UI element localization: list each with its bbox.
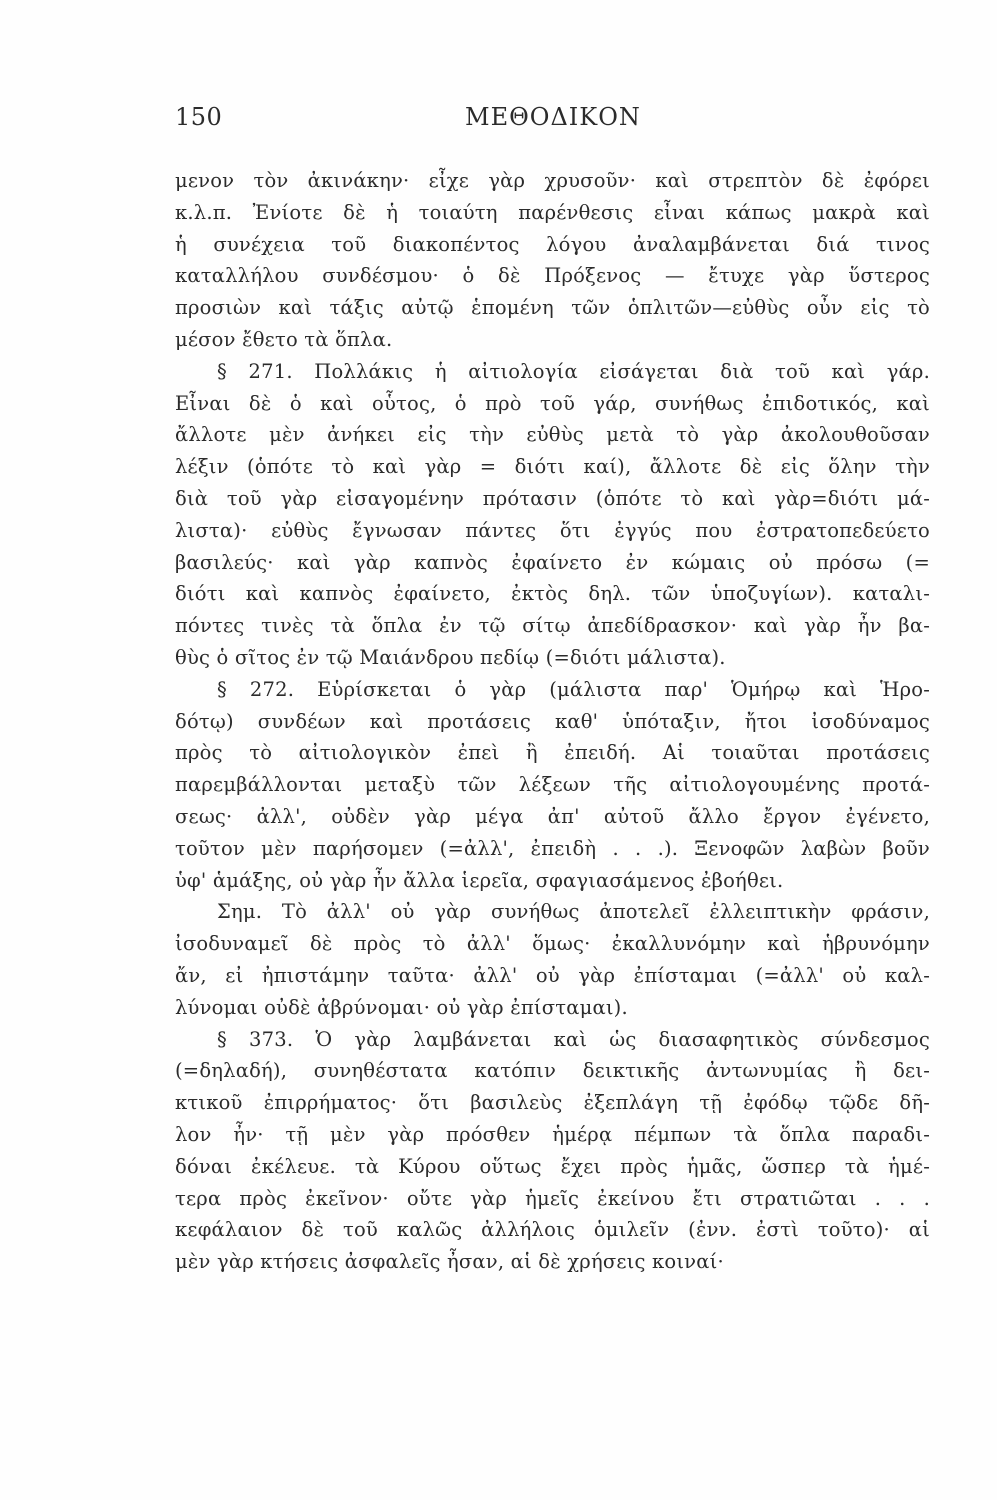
- page-header-title: ΜΕΘΟΔΙΚΟΝ: [465, 103, 641, 131]
- section-272-heading-line: § 272. Εὑρίσκεται ὁ γὰρ (μάλιστα παρ' Ὁμήρῳ καὶ Ἡρο-: [217, 677, 930, 701]
- note-heading-line: Σημ. Τὸ ἀλλ' οὐ γὰρ συνήθως ἀποτελεῖ ἐλλειπτικὴν φράσιν,: [217, 900, 930, 924]
- text-line: μέσον ἔθετο τὰ ὅπλα.: [175, 327, 393, 351]
- page-number: 150: [175, 103, 223, 131]
- text-line: διότι καὶ καπνὸς ἐφαίνετο, ἐκτὸς δηλ. τῶν ὑποζυγίων). καταλι-: [175, 582, 930, 606]
- body-text: [175, 165, 930, 1278]
- text-line: ἰσοδυναμεῖ δὲ πρὸς τὸ ἀλλ' ὅμως· ἐκαλλυνόμην καὶ ἡβρυνόμην: [175, 932, 930, 956]
- text-line: καταλλήλου συνδέσμου· ὁ δὲ Πρόξενος — ἔτυχε γὰρ ὕστερος: [175, 264, 930, 288]
- text-line: θὺς ὁ σῖτος ἐν τῷ Μαιάνδρου πεδίῳ (=διότι μάλιστα).: [175, 645, 726, 669]
- text-line: κ.λ.π. Ἐνίοτε δὲ ἡ τοιαύτη παρένθεσις εἶναι κάπως μακρὰ καὶ: [175, 200, 930, 224]
- text-line: παρεμβάλλονται μεταξὺ τῶν λέξεων τῆς αἰτιολογουμένης προτά-: [175, 773, 930, 797]
- text-line: ἄν, εἰ ἠπιστάμην ταῦτα· ἀλλ' οὐ γὰρ ἐπίσταμαι (=ἀλλ' οὐ καλ-: [175, 963, 930, 987]
- text-line: ἄλλοτε μὲν ἀνήκει εἰς τὴν εὐθὺς μετὰ τὸ γὰρ ἀκολουθοῦσαν: [175, 423, 930, 447]
- text-line: διὰ τοῦ γὰρ εἰσαγομένην πρότασιν (ὁπότε τὸ καὶ γὰρ=διότι μά-: [175, 486, 930, 510]
- text-line: προσιὼν καὶ τάξις αὐτῷ ἑπομένη τῶν ὁπλιτῶν—εὐθὺς οὖν εἰς τὸ: [175, 296, 930, 320]
- text-line: τερα πρὸς ἐκεῖνον· οὔτε γὰρ ἡμεῖς ἐκείνου ἔτι στρατιῶται . . .: [175, 1186, 930, 1210]
- text-line: λον ἦν· τῇ μὲν γὰρ πρόσθεν ἡμέρᾳ πέμπων τὰ ὅπλα παραδι-: [175, 1122, 930, 1146]
- text-line: κτικοῦ ἐπιρρήματος· ὅτι βασιλεὺς ἐξεπλάγη τῇ ἐφόδῳ τῷδε δῆ-: [175, 1091, 930, 1115]
- text-line: ἡ συνέχεια τοῦ διακοπέντος λόγου ἀναλαμβάνεται διά τινος: [175, 232, 930, 256]
- text-line: λύνομαι οὐδὲ ἀβρύνομαι· οὐ γὰρ ἐπίσταμαι).: [175, 995, 628, 1019]
- text-line: κεφάλαιον δὲ τοῦ καλῶς ἀλλήλοις ὁμιλεῖν (ἐνν. ἐστὶ τοῦτο)· αἱ: [175, 1218, 930, 1242]
- text-line: πρὸς τὸ αἰτιολογικὸν ἐπεὶ ἢ ἐπειδή. Αἱ τοιαῦται προτάσεις: [175, 741, 930, 765]
- text-line: δότῳ) συνδέων καὶ προτάσεις καθ' ὑπόταξιν, ἤτοι ἰσοδύναμος: [175, 709, 930, 733]
- text-line: μενον τὸν ἀκινάκην· εἶχε γὰρ χρυσοῦν· καὶ στρεπτὸν δὲ ἐφόρει: [175, 169, 930, 192]
- text-line: δόναι ἐκέλευε. τὰ Κύρου οὕτως ἔχει πρὸς ἡμᾶς, ὥσπερ τὰ ἡμέ-: [175, 1154, 930, 1178]
- section-373-heading-line: § 373. Ὁ γὰρ λαμβάνεται καὶ ὡς διασαφητικὸς σύνδεσμος: [217, 1027, 930, 1051]
- text-line: (=δηλαδή), συνηθέστατα κατόπιν δεικτικῆς ἀντωνυμίας ἢ δει-: [175, 1059, 930, 1083]
- text-line: πόντες τινὲς τὰ ὅπλα ἐν τῷ σίτῳ ἀπεδίδρασκον· καὶ γὰρ ἦν βα-: [175, 614, 930, 638]
- running-head: [175, 103, 935, 137]
- section-271-heading-line: § 271. Πολλάκις ἡ αἰτιολογία εἰσάγεται διὰ τοῦ καὶ γάρ.: [217, 359, 930, 383]
- text-line: μὲν γὰρ κτήσεις ἀσφαλεῖς ἦσαν, αἱ δὲ χρήσεις κοιναί·: [175, 1250, 724, 1274]
- text-line: σεως· ἀλλ', οὐδὲν γὰρ μέγα ἀπ' αὐτοῦ ἄλλο ἔργον ἐγένετο,: [175, 804, 930, 828]
- text-line: βασιλεύς· καὶ γὰρ καπνὸς ἐφαίνετο ἐν κώμαις οὐ πρόσω (=: [175, 550, 930, 574]
- text-line: λέξιν (ὁπότε τὸ καὶ γὰρ = διότι καί), ἄλλοτε δὲ εἰς ὅλην τὴν: [175, 455, 930, 479]
- text-line: λιστα)· εὐθὺς ἔγνωσαν πάντες ὅτι ἐγγύς που ἐστρατοπεδεύετο: [175, 518, 930, 542]
- text-line: ὑφ' ἁμάξης, οὐ γὰρ ἦν ἄλλα ἱερεῖα, σφαγιασάμενος ἐβοήθει.: [175, 868, 784, 892]
- text-line: τοῦτον μὲν παρήσομεν (=ἀλλ', ἐπειδὴ . . .). Ξενοφῶν λαβὼν βοῦν: [175, 836, 930, 860]
- text-line: Εἶναι δὲ ὁ καὶ οὗτος, ὁ πρὸ τοῦ γάρ, συνήθως ἐπιδοτικός, καὶ: [175, 391, 930, 415]
